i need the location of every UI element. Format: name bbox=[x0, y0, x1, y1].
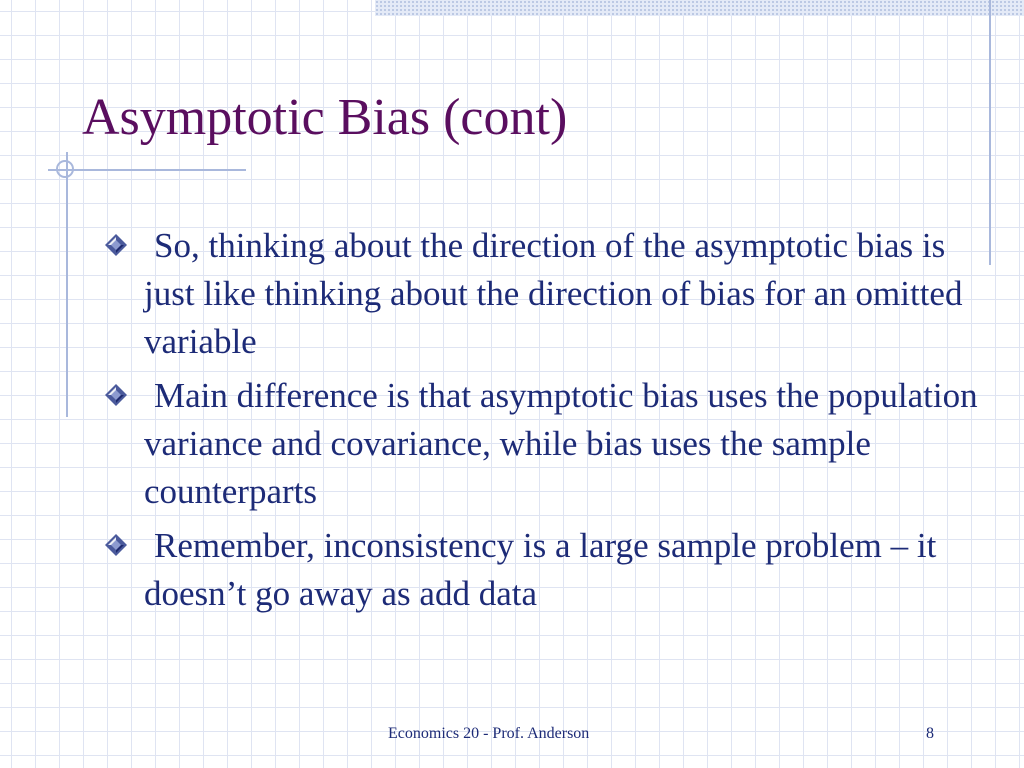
title-horizontal-rule bbox=[48, 169, 246, 171]
diamond-bullet-icon bbox=[104, 383, 128, 407]
footer-text: Economics 20 - Prof. Anderson bbox=[388, 725, 590, 742]
bullet-item-3 bbox=[100, 522, 980, 618]
bullet-list bbox=[100, 222, 980, 624]
bullet-text-3: Remember, inconsistency is a large sample problem – it doesn’t go away as add data bbox=[144, 526, 937, 613]
bullet-text-1: So, thinking about the direction of the asymptotic bias is just like thinking about the direction of bias for an omitted variable bbox=[144, 226, 963, 361]
slide-title: Asymptotic Bias (cont) bbox=[82, 89, 568, 146]
bullet-text-2: Main difference is that asymptotic bias uses the population variance and covariance, while bias uses the sample counterparts bbox=[144, 376, 978, 511]
page-number: 8 bbox=[926, 725, 934, 742]
corner-pattern-decoration bbox=[375, 0, 1024, 16]
diamond-bullet-icon bbox=[104, 533, 128, 557]
crosshair-circle-decoration bbox=[56, 160, 74, 178]
bullet-item-1 bbox=[100, 222, 980, 366]
bullet-item-2 bbox=[100, 372, 980, 516]
diamond-bullet-icon bbox=[104, 233, 128, 257]
left-vertical-rule bbox=[66, 152, 68, 417]
right-vertical-rule bbox=[989, 0, 991, 265]
